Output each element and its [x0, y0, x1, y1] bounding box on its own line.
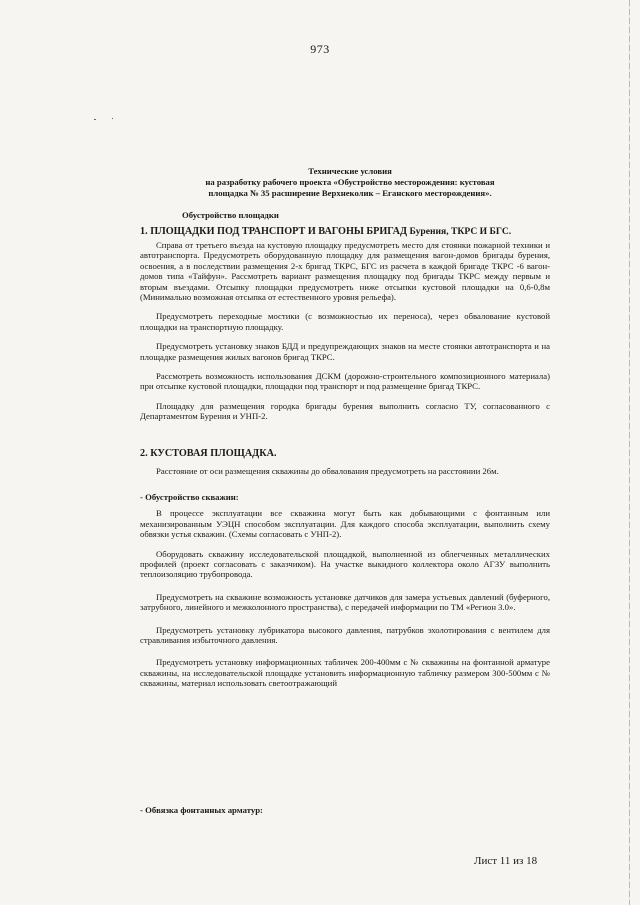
section-1: [140, 226, 550, 422]
section-1-heading: [140, 226, 550, 238]
title-line-1: Технические условия: [308, 166, 392, 176]
title-line-2: на разработку рабочего проекта «Обустройство месторождения: кустовая: [205, 177, 495, 187]
title-line-3: площадка № 35 расширение Верхнеколик – Еганского месторождения».: [208, 188, 492, 198]
subsection-wells: [140, 492, 550, 689]
section-1-paragraph: Площадку для размещения городка бригады бурения выполнить согласно ТУ, согласованного с Департаментом Бурения и УНП-2.: [140, 400, 550, 422]
section-1-paragraph: Предусмотреть установку знаков БДД и предупреждающих знаков на месте стоянки автотранспорта и на площадке размещения жилых вагонов бригад ТКРС.: [140, 341, 550, 362]
wells-paragraph: Предусмотреть установку информационных табличек 200-400мм с № скважины на фонтанной арматуре скважины, на исследовательской площадке установить информационную табличку размером 300-500мм с № скважины, материал использовать светоотражающий: [140, 657, 550, 689]
subsection-wells-heading: - Обустройство скважин:: [140, 492, 239, 502]
document-title: [160, 166, 540, 199]
page-edge-shadow: [629, 0, 630, 905]
scan-speck: [94, 119, 96, 120]
section-1-paragraph: Справа от третьего въезда на кустовую площадку предусмотреть место для стоянки пожарной техники и автотранспорта. Предусмотреть оборудованную площадку для размещения вагон-домов бригады бурения, освоения, а в последствии размещения 2-х бригад ТКРС, БГС из расчета в каждой бригаде ТКРС -6 вагон-домов типа «Тайфун». Рассмотреть вариант размещения площадку под бригады ТКРС между первым и вторым въездами. Отсыпку площадки предусмотреть ниже отсыпки кустовой площадки на 0,6-0,8м (Минимально возможная отсыпка от естественного уровня рельефа).: [140, 240, 550, 303]
wells-paragraph: Предусмотреть установку лубрикатора высокого давления, патрубков эхолотирования с вентилем для стравливания избыточного давления.: [140, 624, 550, 646]
section-1-paragraph: Рассмотреть возможность использования ДСКМ (дорожно-строительного композиционного материала) при отсыпке кустовой площадки, площадки под транспорт и под размещение бригад ТКРС.: [140, 371, 550, 392]
section-1-paragraph: Предусмотреть переходные мостики (с возможностью их переноса), через обвалование кустовой площадки на транспортную площадку.: [140, 311, 550, 332]
section-2-heading: 2. КУСТОВАЯ ПЛОЩАДКА.: [140, 448, 277, 459]
wells-paragraph: В процессе эксплуатации все скважина могут быть как добывающими с фонтанным или механизированным УЭЦН способом эксплуатации. Для каждого способа эксплуатации, выполнить схему обвязки устья скважин. (Схемы согласовать с УНП-2).: [140, 508, 550, 540]
page-number: 973: [310, 42, 330, 56]
subsection-fountain-heading: - Обвязка фонтанных арматур:: [140, 805, 263, 815]
section-2: [140, 448, 550, 476]
wells-paragraph: Предусмотреть на скважине возможность установке датчиков для замера устьевых давлений (буферного, затрубного, линейного и межколонного пространства), с передачей информации по ТМ «Регион 3.0».: [140, 591, 550, 613]
section-2-paragraph: Расстояние от оси размещения скважины до обвалования предусмотреть на расстоянии 26м.: [156, 466, 499, 476]
section-1-heading-main: 1. ПЛОЩАДКИ ПОД ТРАНСПОРТ И ВАГОНЫ БРИГАД: [140, 226, 408, 237]
scan-speck: [112, 118, 113, 119]
section-main-heading: Обустройство площадки: [182, 210, 279, 220]
sheet-footer: Лист 11 из 18: [474, 855, 538, 867]
section-1-heading-suffix: Бурения, ТКРС И БГС.: [407, 226, 512, 237]
wells-paragraph: Оборудовать скважину исследовательской площадкой, выполненной из облегченных металлических профилей (проект согласовать с заказчиком). На участке выкидного коллектора около АГЗУ выполнить теплоизоляцию трубопровода.: [140, 548, 550, 580]
